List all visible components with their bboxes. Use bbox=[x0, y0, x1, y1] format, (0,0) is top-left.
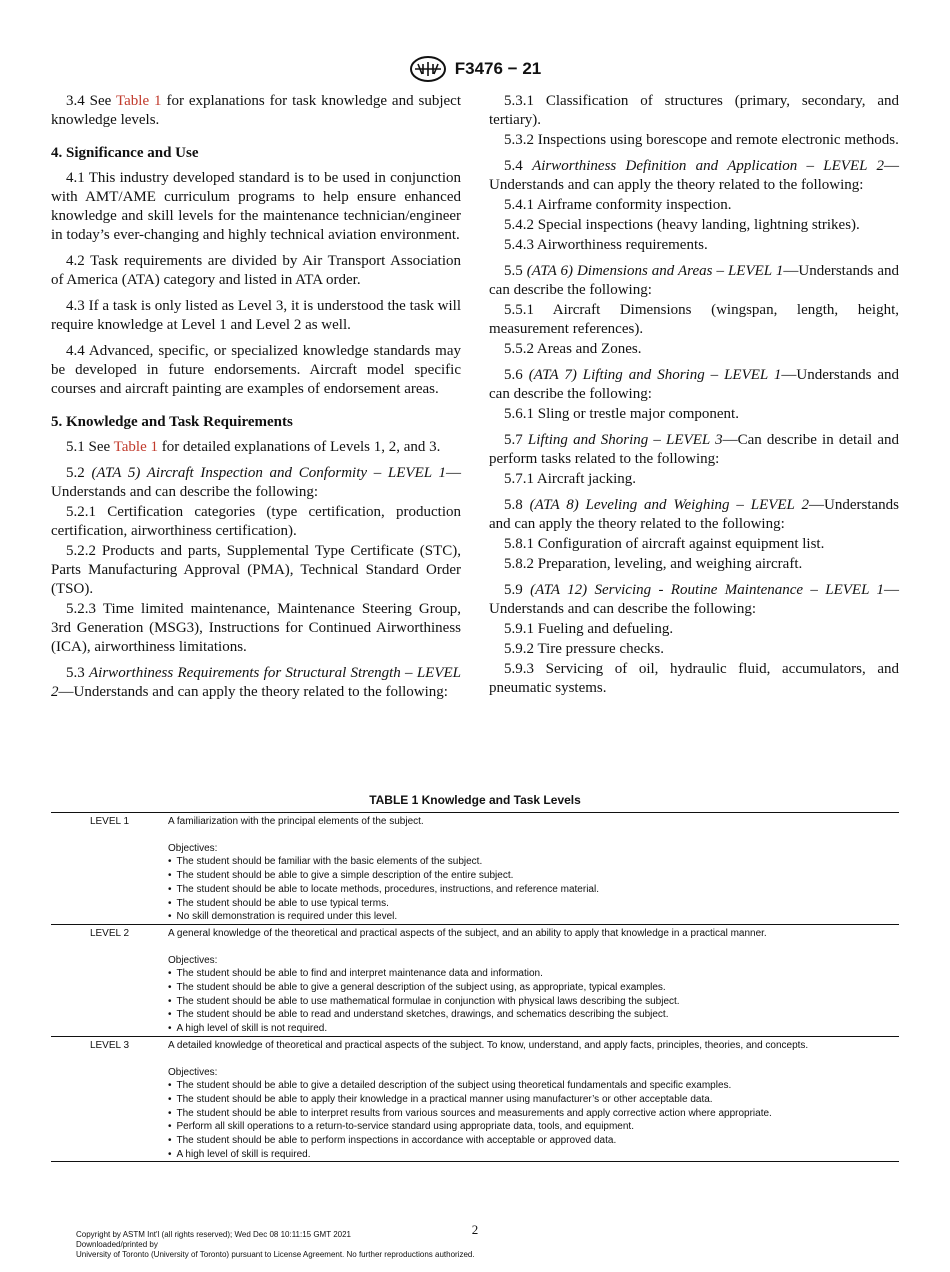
footer-line: Downloaded/printed by bbox=[76, 1240, 158, 1249]
paragraph-5-6: 5.6 (ATA 7) Lifting and Shoring – LEVEL 1—Understands and can describe the following: bbox=[489, 367, 900, 402]
list-item: • The student should be able to use typical terms. bbox=[168, 897, 889, 911]
table-row bbox=[51, 813, 899, 925]
section-5-heading: 5. Knowledge and Task Requirements bbox=[51, 414, 293, 430]
section-4-heading: 4. Significance and Use bbox=[51, 145, 199, 161]
paragraph-5-2: 5.2 (ATA 5) Aircraft Inspection and Conformity – LEVEL 1—Understands and can describe the following: bbox=[51, 465, 462, 500]
list-item: • Perform all skill operations to a return-to-service standard using appropriate data, tools, and equipment. bbox=[168, 1120, 889, 1134]
paragraph-5-9-2: 5.9.2 Tire pressure checks. bbox=[504, 641, 664, 657]
list-item: • The student should be able to perform inspections in accordance with acceptable or approved data. bbox=[168, 1134, 889, 1148]
document-designation: F3476 − 21 bbox=[454, 59, 542, 78]
list-item: • The student should be familiar with the basic elements of the subject. bbox=[168, 855, 889, 869]
list-item: • The student should be able to find and interpret maintenance data and information. bbox=[168, 967, 889, 981]
list-item: • The student should be able to apply their knowledge in a practical manner using manufacturer’s or other acceptable data. bbox=[168, 1093, 889, 1107]
list-item: • The student should be able to interpret results from various sources and measurements and apply corrective action where appropriate. bbox=[168, 1107, 889, 1121]
astm-logo-icon bbox=[409, 56, 447, 82]
paragraph-5-4: 5.4 Airworthiness Definition and Application – LEVEL 2—Understands and can apply the theory related to the following: bbox=[489, 158, 899, 193]
list-item: • The student should be able to give a detailed description of the subject using theoretical fundamentals and specific examples. bbox=[168, 1079, 889, 1093]
page-number: 2 bbox=[471, 1222, 479, 1237]
objectives-label: Objectives: bbox=[168, 842, 218, 854]
paragraph-5-2-2: 5.2.2 Products and parts, Supplemental Type Certificate (STC), Parts Manufacturing Approval (PMA), Technical Standard Order (TSO). bbox=[51, 543, 461, 597]
table-row bbox=[51, 924, 899, 1036]
paragraph-5-4-3: 5.4.3 Airworthiness requirements. bbox=[504, 237, 708, 253]
objectives-label: Objectives: bbox=[168, 1066, 218, 1078]
list-item: • The student should be able to locate methods, procedures, instructions, and reference material. bbox=[168, 883, 889, 897]
table-row bbox=[51, 1036, 899, 1162]
table-title: TABLE 1 Knowledge and Task Levels bbox=[369, 793, 581, 807]
level-description-cell bbox=[168, 924, 899, 1036]
list-item: • A high level of skill is not required. bbox=[168, 1022, 889, 1036]
paragraph-5-4-1: 5.4.1 Airframe conformity inspection. bbox=[504, 197, 732, 213]
paragraph-5-2-1: 5.2.1 Certification categories (type certification, production certification, airworthiness certification). bbox=[51, 504, 461, 539]
paragraph-5-3: 5.3 Airworthiness Requirements for Structural Strength – LEVEL 2—Understands and can apply the theory related to the following: bbox=[51, 665, 461, 700]
knowledge-levels-table bbox=[51, 812, 899, 1162]
paragraph-4-4: 4.4 Advanced, specific, or specialized knowledge standards may be developed in future endorsements. Aircraft model specific courses and aircraft painting are examples of endorsement areas. bbox=[51, 343, 461, 397]
level-label: LEVEL 2 bbox=[51, 924, 168, 1036]
paragraph-5-5-1: 5.5.1 Aircraft Dimensions (wingspan, length, height, measurement references). bbox=[489, 302, 899, 337]
paragraph-5-8: 5.8 (ATA 8) Leveling and Weighing – LEVEL 2—Understands and can apply the theory related to the following: bbox=[489, 497, 899, 532]
list-item: • No skill demonstration is required under this level. bbox=[168, 910, 889, 924]
paragraph-5-6-1: 5.6.1 Sling or trestle major component. bbox=[504, 406, 739, 422]
footer-line: Copyright by ASTM Int'l (all rights reserved); Wed Dec 08 10:11:15 GMT 2021 bbox=[76, 1230, 351, 1239]
paragraph-5-9-3: 5.9.3 Servicing of oil, hydraulic fluid, accumulators, and pneumatic systems. bbox=[489, 661, 899, 696]
paragraph-5-8-2: 5.8.2 Preparation, leveling, and weighing aircraft. bbox=[504, 556, 803, 572]
copyright-footer bbox=[76, 1230, 475, 1260]
objectives-list bbox=[168, 855, 889, 924]
footer-line: University of Toronto (University of Toronto) pursuant to License Agreement. No further reproductions authorized. bbox=[76, 1250, 475, 1259]
paragraph-4-3: 4.3 If a task is only listed as Level 3, it is understood the task will require knowledge at Level 1 and Level 2 as well. bbox=[51, 298, 461, 333]
paragraph-5-5-2: 5.5.2 Areas and Zones. bbox=[504, 341, 642, 357]
list-item: • The student should be able to read and understand sketches, drawings, and schematics describing the subject. bbox=[168, 1008, 889, 1022]
paragraph-5-9-1: 5.9.1 Fueling and defueling. bbox=[504, 621, 674, 637]
level-description: A general knowledge of the theoretical and practical aspects of the subject, and an ability to apply that knowledge in a practical manner. bbox=[168, 927, 767, 939]
level-description-cell bbox=[168, 1036, 899, 1162]
table-1-link[interactable]: Table 1 bbox=[116, 93, 162, 109]
paragraph-4-2: 4.2 Task requirements are divided by Air Transport Association of America (ATA) category and listed in ATA order. bbox=[51, 253, 461, 288]
list-item: • A high level of skill is required. bbox=[168, 1148, 889, 1162]
level-label: LEVEL 3 bbox=[51, 1036, 168, 1162]
paragraph-5-7-1: 5.7.1 Aircraft jacking. bbox=[504, 471, 637, 487]
level-description: A familiarization with the principal elements of the subject. bbox=[168, 816, 424, 827]
left-column bbox=[51, 92, 461, 709]
paragraph-5-2-3: 5.2.3 Time limited maintenance, Maintenance Steering Group, 3rd Generation (MSG3), Instructions for Continued Airworthiness (ICA), airworthiness limitations. bbox=[51, 601, 461, 655]
level-label: LEVEL 1 bbox=[89, 816, 130, 827]
paragraph-5-5: 5.5 (ATA 6) Dimensions and Areas – LEVEL 1—Understands and can describe the following: bbox=[489, 263, 899, 298]
table-1-link[interactable]: Table 1 bbox=[113, 439, 158, 455]
paragraph-5-8-1: 5.8.1 Configuration of aircraft against equipment list. bbox=[504, 536, 825, 552]
paragraph-5-3-2: 5.3.2 Inspections using borescope and remote electronic methods. bbox=[504, 132, 899, 148]
objectives-list bbox=[168, 967, 889, 1036]
level-description: A detailed knowledge of theoretical and practical aspects of the subject. To know, understand, and apply facts, principles, theories, and concepts. bbox=[168, 1039, 809, 1051]
list-item: • The student should be able to use mathematical formulae in conjunction with physical laws describing the subject. bbox=[168, 995, 889, 1009]
level-description-cell bbox=[168, 813, 899, 925]
paragraph-3-4: 3.4 See Table 1 for explanations for task knowledge and subject knowledge levels. bbox=[51, 93, 461, 128]
objectives-label: Objectives: bbox=[168, 954, 218, 966]
page-header bbox=[0, 56, 950, 84]
right-column bbox=[489, 92, 899, 705]
paragraph-4-1: 4.1 This industry developed standard is to be used in conjunction with AMT/AME curriculum programs to help ensure enhanced knowledge and skill levels for the maintenance technician/engineer in today’s ever-changing and highly technical aviation environment. bbox=[51, 170, 461, 243]
paragraph-5-3-1: 5.3.1 Classification of structures (primary, secondary, and tertiary). bbox=[489, 93, 899, 128]
paragraph-5-4-2: 5.4.2 Special inspections (heavy landing, lightning strikes). bbox=[504, 217, 860, 233]
paragraph-5-1: 5.1 See Table 1 for detailed explanations of Levels 1, 2, and 3. bbox=[66, 439, 441, 455]
paragraph-5-7: 5.7 Lifting and Shoring – LEVEL 3—Can describe in detail and perform tasks related to the following: bbox=[489, 432, 900, 467]
list-item: • The student should be able to give a general description of the subject using, as appropriate, typical examples. bbox=[168, 981, 889, 995]
list-item: • The student should be able to give a simple description of the entire subject. bbox=[168, 869, 889, 883]
paragraph-5-9: 5.9 (ATA 12) Servicing - Routine Maintenance – LEVEL 1—Understands and can describe the following: bbox=[489, 582, 900, 617]
objectives-list bbox=[168, 1079, 889, 1161]
